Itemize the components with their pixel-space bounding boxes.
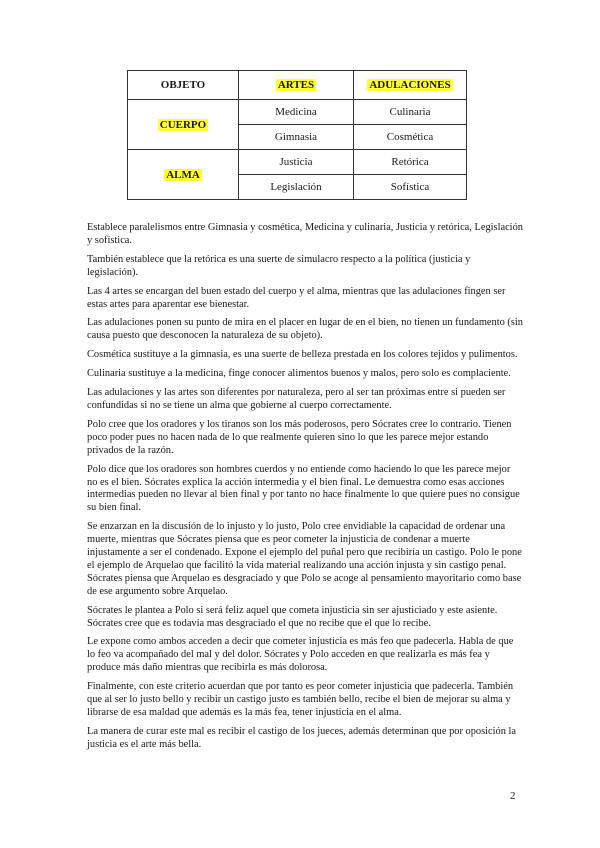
header-artes-label: ARTES	[277, 79, 315, 91]
header-artes	[239, 71, 354, 100]
paragraph: Las 4 artes se encargan del buen estado del cuerpo y el alma, mientras que las adulaciones fingen ser estas artes para aparentar ese bienestar.	[87, 285, 506, 310]
paragraph: Polo dice que los oradores son hombres cuerdos y no entiende como haciendo lo que les parece mejor no es el bien. Sócrates explica la acción intermedia y el bien final. Le demuestra como esas acciones intermedias pueden no llevar al bien final y por tanto no hace finalmente lo que quiere pues no consigue su bien final.	[87, 463, 520, 514]
paragraph: Finalmente, con este criterio acuerdan que por tanto es peor cometer injusticia que padecerla. También que al ser lo justo bello y recibir un castigo justo es también bello, recibe el bien de mejorar su alma y librarse de esa maldad que además es la más fea, tener injusticia en el alma.	[87, 681, 514, 718]
table-row	[128, 150, 467, 175]
page-number: 2	[510, 790, 516, 802]
cell-arte: Medicina	[239, 100, 354, 125]
paragraph: La manera de curar este mal es recibir el castigo de los jueces, además determinan que por oposición la justicia es el arte más bella.	[87, 725, 517, 750]
row-head-cuerpo	[128, 100, 239, 150]
paragraph: Las adulaciones y las artes son diferentes por naturaleza, pero al ser tan próximas entre si pueden ser confundidas si no se tiene un alma que gobierne al cuerpo correctamente.	[87, 387, 506, 411]
row-head-alma	[128, 150, 239, 200]
row-head-cuerpo-label: CUERPO	[159, 118, 207, 131]
cell-adulacion: Culinaria	[354, 100, 467, 125]
table-header-row	[128, 71, 467, 100]
header-objeto-label: OBJETO	[160, 79, 206, 91]
cell-adulacion: Cosmética	[354, 125, 467, 150]
body-text	[87, 222, 523, 758]
paragraph: Las adulaciones ponen su punto de mira en el placer en lugar de en el bien, no tienen un fundamento (sin causa puesto que desconocen la naturaleza de su objeto).	[87, 317, 523, 342]
paragraph: Culinaria sustituye a la medicina, finge conocer alimentos buenos y malos, pero solo es complaciente.	[87, 368, 511, 380]
table-row	[128, 100, 467, 125]
paragraph: Sócrates le plantea a Polo si será feliz aquel que cometa injusticia sin ser ajusticiado y este asiente. Sócrates cree que es todavía mas desgraciado el que no recibe que el que lo recibe.	[87, 604, 498, 629]
paragraph: Establece paralelismos entre Gimnasia y cosmética, Medicina y culinaria, Justicia y retórica, Legislación y sofística.	[87, 222, 523, 246]
cell-adulacion: Retórica	[354, 150, 467, 175]
cell-arte: Legislación	[239, 175, 354, 200]
header-adulaciones-label: ADULACIONES	[369, 79, 451, 91]
row-head-alma-label: ALMA	[166, 168, 200, 181]
arts-flattery-table	[127, 70, 467, 200]
paragraph: Cosmética sustituye a la gimnasia, es una suerte de belleza prestada en los colores tejidos y pulimentos.	[87, 349, 518, 361]
cell-arte: Gimnasia	[239, 125, 354, 150]
paragraph: Le expone como ambos acceden a decir que cometer injusticia es más feo que padecerla. Habla de que lo feo va acompañado del mal y del dolor. Sócrates y Polo acceden en que realizarla es más fea y produce más daño mientras que recibirla es más dolorosa.	[87, 636, 514, 674]
paragraph: Se enzarzan en la discusión de lo injusto y lo justo, Polo cree envidiable la capacidad de ordenar una muerte, mientras que Sócrates piensa que es peor cometer la injusticia de condenar a muerte injustamente a ser el condenado. Expone el ejemplo del puñal pero que recibiría un castigo. Polo le pone el ejemplo de Arquelao que facilitó la vida material realizando una acción injusta y sin castigo penal. Sócrates piensa que Arquelao es desgraciado y que Polo se acoge al pensamiento mayoritario como base de ese argumento sobre Arquelao.	[87, 521, 522, 597]
paragraph: También establece que la retórica es una suerte de simulacro respecto a la política (justicia y legislación).	[87, 253, 471, 278]
cell-arte: Justicia	[239, 150, 354, 175]
header-objeto	[128, 71, 239, 100]
header-adulaciones	[354, 71, 467, 100]
paragraph: Polo cree que los oradores y los tiranos son los más poderosos, pero Sócrates cree lo contrario. Tienen poco poder pues no hacen nada de lo que realmente quieren sino lo que les parece mejor estando privados de la razón.	[87, 418, 512, 456]
cell-adulacion: Sofística	[354, 175, 467, 200]
